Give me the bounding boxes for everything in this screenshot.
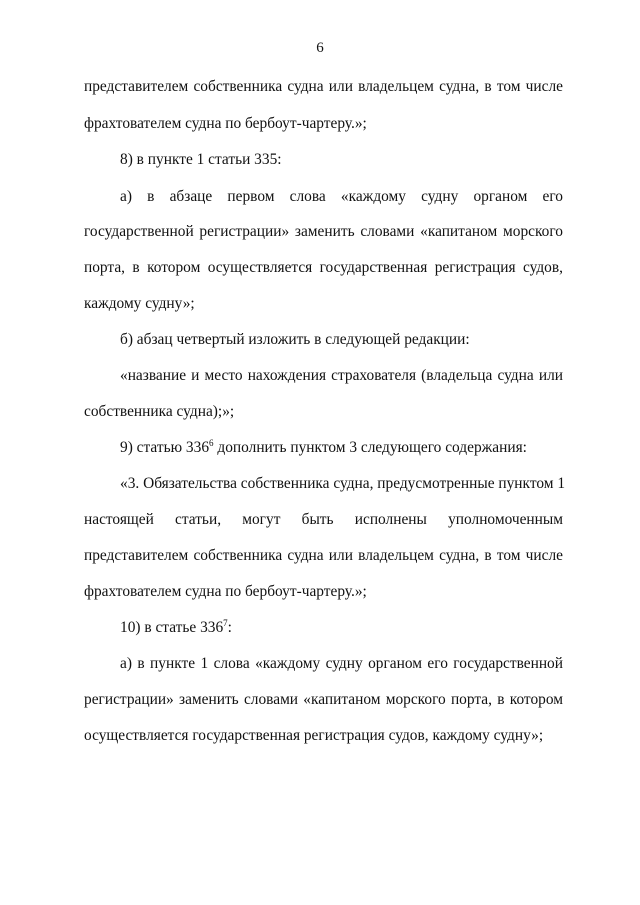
text-run: 10) в статье 336 [120,619,224,636]
superscript: 7 [223,618,228,628]
text-line: регистрации» заменить словами «капитаном морского порта, в котором [84,691,563,708]
text-line [120,438,563,458]
text-line: фрахтователем судна по бербоут-чартеру.»; [84,583,367,600]
text-line: а) в абзаце первом слова «каждому судну органом его [120,188,563,205]
text-run: дополнить пунктом 3 следующего содержания: [213,439,527,456]
text-line: настоящей статьи, могут быть исполнены уполномоченным [84,511,563,528]
text-line: «название и место нахождения страхователя (владельца судна или [120,367,563,384]
text-line: представителем собственника судна или владельцем судна, в том числе [84,78,563,95]
text-line: б) абзац четвертый изложить в следующей редакции: [120,331,470,348]
text-line: а) в пункте 1 слова «каждому судну органом его государственной [120,655,563,672]
text-line: порта, в котором осуществляется государственная регистрация судов, [84,259,563,276]
text-line: фрахтователем судна по бербоут-чартеру.»; [84,115,367,132]
text-line: осуществляется государственная регистрация судов, каждому судну»; [84,727,544,744]
text-run: 9) статью 336 [120,439,210,456]
superscript: 6 [209,438,214,448]
text-line: «3. Обязательства собственника судна, предусмотренные пунктом 1 [120,475,566,492]
page-number: 6 [316,40,324,56]
text-line: каждому судну»; [84,295,195,312]
text-line [120,618,563,638]
text-line: представителем собственника судна или владельцем судна, в том числе [84,547,563,564]
text-run: : [227,619,232,636]
text-line: собственника судна);»; [84,403,235,420]
text-line: государственной регистрации» заменить словами «капитаном морского [84,223,563,240]
text-line: 8) в пункте 1 статьи 335: [120,151,282,168]
